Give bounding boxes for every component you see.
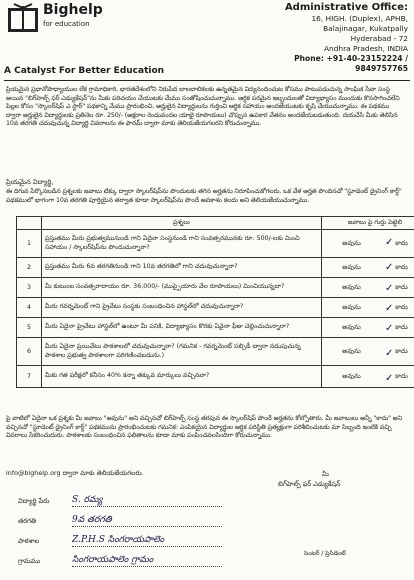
office-line: Balajinagar, Kukatpally [323,24,408,33]
village-label: గ్రామము [18,557,41,565]
answer-options[interactable] [322,298,414,318]
office-line: 16, HIGH. (Duplex), APHB, [311,14,408,23]
row-number: 5 [17,318,42,338]
office-title: Administrative Office: [284,2,408,13]
check-mark-icon: ✓ [385,323,394,334]
school-row [18,535,165,547]
row-question: ప్రస్తుతము మీరు 6వ తరగతినుండి గాని 10వ తరగతిలో గాని చదువుచున్నారా? [42,258,322,278]
row-question: మీ కుటుంబ సంవత్సరాదాయం రూ. 36,000/- (ముప్పైయారు వేల రూపాయలు) మించియున్నదా? [42,278,322,298]
student-salutation: ప్రియమైన విద్యార్థి, [6,178,54,186]
row-number: 3 [17,278,42,298]
instructions-paragraph: ఈ దిగువ పేర్కొనబడిన ప్రశ్నలకు జవాబు టిక్కు ద్వారా స్కాలర్‌షిప్‌ను పొందుటకు తగిన అర్హతను నిరూపించుకోగలరు. ఒక వేళ అర్హత పొందినచో "స్టూడెంట్ డ్రైనింగ్ కార్డ్" పథకములో భాగంగా 10వ తరగతి పూర్తియైన తర్వాత కూడా స్కాలర్‌షిప్‌ను పొందే అవకాశం కలదు అని తెలియజేయుచున్నాము. [6,188,402,204]
signature-org: బిగ్‌హెల్ప్ ఫర్ ఎడ్యుకేషన్ [278,480,341,488]
yes-option[interactable]: అవును [342,346,361,355]
student-name-field[interactable]: S. రమ్య [72,495,222,507]
answer-options[interactable] [322,338,414,366]
check-mark-icon: ✓ [385,262,394,273]
class-label: తరగతి [18,517,37,525]
answer-options[interactable] [322,230,414,258]
row-number: 7 [17,366,42,388]
school-field[interactable]: Z.P.H.S సింగరాయపాలెం [72,535,222,547]
table-row [17,318,414,338]
closing-paragraph: పై వాటిలో ఏదైనా ఒక ప్రశ్నకు మీ జవాబు "అవును" అని వచ్చినచో బిగ్‌హెల్ప్ సంస్థ తరపున ఈ స్కాలర్‌షిప్ పొందే అర్హతను కోల్పోతారు. మీ జవాబులు అన్నీ "కాదు" అని వచ్చినచో "స్టూడెంట్ డ్రైనింగ్ కార్డ్" పథకమును ప్రారంభించుటకు గమనిక: ఎంపికయైన విద్యార్థుల ఆర్థిక పరిస్థితి ప్రత్యక్షంగా పరిశీలించుటకు మా సిబ్బంది ఇంటికి వచ్చి వివరాలు సేకరించుదురు. పాఠశాలకు సంబంధించిన ఫలితాలను కూడా మాకు పంపించవలసిందిగా కోరుచున్నాము. [6,415,403,440]
header-number [17,217,42,230]
no-option[interactable]: కాదు [395,282,408,291]
table-row [17,230,414,258]
table-row [17,338,414,366]
brand-subtitle: for education [43,20,90,28]
table-row [17,258,414,278]
table-row [17,366,414,388]
tagline: A Catalyst For Better Education [4,66,165,76]
office-line: Hyderabad - 72 [350,34,408,43]
check-mark-icon: ✓ [385,303,394,314]
answer-options[interactable] [322,278,414,298]
no-option[interactable]: కాదు [395,322,408,331]
answer-options[interactable] [322,366,414,388]
yes-option[interactable]: అవును [342,262,361,271]
class-field[interactable]: 9వ తరగతి [72,515,222,527]
office-phone: Phone: +91-40-23152224 / 9849757765 [294,54,408,73]
row-number: 2 [17,258,42,278]
intro-paragraph: ప్రియమైన ప్రధానోపాధ్యాయుల లేక గ్రామాధికారి, భారతదేశంలోని నిరుపేద బాలబాలికలకు ఉన్నతమైన విద్యనందించుట కోసము పాటుపడుచున్న సాంఘిక సేవా సంస్థ అయిన "బిగ్‌హెల్ప్ ఫర్ ఎడ్యుకేషన్"ను మీకు పరిచయం చేయుటకు మేము సంతోషించుచున్నాము. ఆర్థిక పరమైన ఇబ్బందులతో విద్యాభ్యాసం ముందుకు కొనసాగించలేని పిల్లల కోసం "స్కాలర్‌షిప్ ఎ స్టార్" పథకాన్ని మేము ప్రారంభించి, అర్హులైన విద్యార్థులను గుర్తించి ఆర్థిక సహాయం అందజేయుటకు కృషి చేయుచున్నాము. ఈ పథకము ద్వారా అర్హులైన విద్యార్థులకు ప్రతినెల రూ. 250/- (అక్షరాల రెండువందల యాభై రూపాయలు) చొప్పున ఉపకార వేతనం అందజేయబడుతుంది. దయచేసి మీకు తెలిసిన 10వ తరగతి చదువుచున్న విద్యార్థి వివరాలను ఈ ఫారమ్ ద్వారా మాకు తెలియజేయగలరని కోరుచున్నాము. [6,86,400,128]
no-option[interactable]: కాదు [395,262,408,271]
yes-option[interactable]: అవును [342,302,361,311]
no-option[interactable]: కాదు [395,238,408,247]
check-mark-icon: ✓ [385,283,394,294]
book-logo-icon [6,2,40,34]
yes-option[interactable]: అవును [342,282,361,291]
office-address [248,2,408,74]
signature-greeting: మీ [322,470,329,478]
row-number: 1 [17,230,42,258]
answer-options[interactable] [322,318,414,338]
check-mark-icon: ✓ [385,237,394,248]
no-option[interactable]: కాదు [395,302,408,311]
questions-table [16,216,414,388]
row-number: 4 [17,298,42,318]
contact-email: info@bighelp.org ద్వారా మాకు తెలియజేయగలరు. [6,469,144,477]
table-row [17,278,414,298]
answer-options[interactable] [322,258,414,278]
student-name-label: విద్యార్థి పేరు [18,497,50,505]
table-row [17,298,414,318]
header-divider [4,80,410,81]
yes-option[interactable]: అవును [342,322,361,331]
row-question: మీరు గవర్నమెంట్ గాని ప్రైవేటు సంస్థకు సంబంధించిన హాస్టల్‌లో చదువుచున్నారా? [42,298,322,318]
brand-name: Bighelp [43,2,103,18]
row-question: మీరు ఏదైనా ప్రైవేటు హాస్టల్‌లో ఉంటూ మీ పనికి, విద్యాభ్యాసం కొరకు ఏవైనా ఫీజు చెల్లించుచున్నారా? [42,318,322,338]
village-field[interactable]: సింగరాయపాలెం గ్రామం [72,555,222,567]
no-option[interactable]: కాదు [395,346,408,355]
check-mark-icon: ✓ [385,348,394,359]
no-option[interactable]: కాదు [395,371,408,380]
class-row [18,515,112,527]
village-row [18,555,154,567]
header-answer: జవాబు పై గుర్తు పెట్టెలి [322,217,414,230]
check-mark-icon: ✓ [385,373,394,384]
student-name-row [18,495,103,507]
row-question: ప్రస్తుతము మీరు ప్రభుత్వమునుండి గాని ఏదైనా సంస్థనుండి గాని సంవత్సరమునకు రూ. 500/-లకు మించి సహాయం / స్కాలర్‌షిప్‌ను పొందుచున్నారా? [42,230,322,258]
yes-option[interactable]: అవును [342,371,361,380]
header-question: ప్రశ్నలు [42,217,322,230]
row-question: మీకు గత పరీక్షలో కనీసం 40% కన్నా తక్కువ మార్కులు వచ్చినవా? [42,366,322,388]
yes-option[interactable]: అవును [342,238,361,247]
school-label: పాఠశాల [18,537,40,545]
signatory-title: సెంటర్ / ప్రెసిడెంట్ [304,550,346,557]
row-number: 6 [17,338,42,366]
office-line: Andhra Pradesh, INDIA [323,44,408,53]
row-question: మీరు ఏదైనా ప్రయివేటు పాఠశాలలో చదువుచున్నారా? (గమనిక - గవర్నమెంట్ సబ్సిడీ ద్వారా నడుపుచున్న పాఠశాల ప్రభుత్వ పాఠశాలగా పరిగణించబడును.) [42,338,322,366]
table-header-row [17,217,414,230]
